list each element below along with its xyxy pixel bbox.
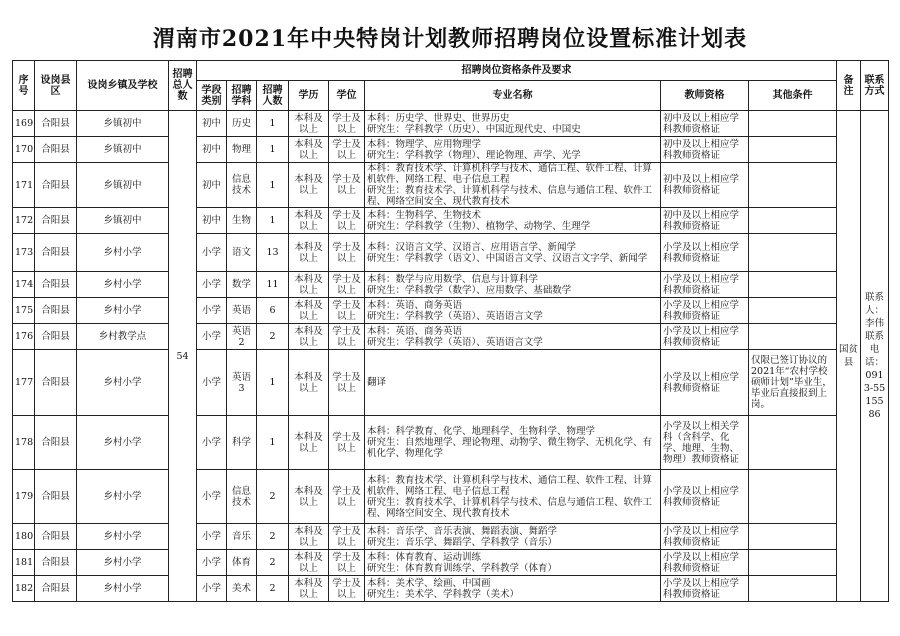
degree-cell: 学士及以上 [329,416,365,470]
count-cell: 11 [257,272,289,298]
cert-cell: 小学及以上相应学科教师资格证 [661,470,749,524]
header-contact: 联系方式 [861,61,889,111]
table-row [13,550,889,576]
town-cell: 乡村小学 [77,576,169,602]
edu-cell: 本科及以上 [289,234,329,272]
degree-cell: 学士及以上 [329,470,365,524]
other-cell [749,234,837,272]
other-cell [749,416,837,470]
cert-cell: 小学及以上相应学科教师资格证 [661,550,749,576]
degree-cell: 学士及以上 [329,524,365,550]
other-cell [749,272,837,298]
header-stage: 学段类别 [197,81,227,111]
header-subject: 招聘学科 [227,81,257,111]
other-cell [749,137,837,163]
major-cell: 本科：科学教育、化学、地理科学、生物科学、物理学 研究生：自然地理学、理论物理、动物学、微生物学、无机化学、有机化学、物理化学 [365,416,661,470]
degree-cell: 学士及以上 [329,298,365,324]
subject-cell: 语文 [227,234,257,272]
county-cell: 合阳县 [35,234,77,272]
town-cell: 乡镇初中 [77,163,169,208]
edu-cell: 本科及以上 [289,470,329,524]
edu-cell: 本科及以上 [289,550,329,576]
count-cell: 2 [257,324,289,350]
table-row [13,350,889,416]
stage-cell: 小学 [197,576,227,602]
degree-cell: 学士及以上 [329,234,365,272]
edu-cell: 本科及以上 [289,524,329,550]
subject-cell: 体育 [227,550,257,576]
county-cell: 合阳县 [35,111,77,137]
subject-cell: 科学 [227,416,257,470]
seq-cell: 170 [13,137,35,163]
county-cell: 合阳县 [35,298,77,324]
county-cell: 合阳县 [35,524,77,550]
cert-cell: 小学及以上相应学科教师资格证 [661,272,749,298]
major-cell: 本科：生物科学、生物技术 研究生：学科教学（生物）、植物学、动物学、生理学 [365,208,661,234]
major-cell: 本科：数学与应用数学、信息与计算科学 研究生：学科教学（数学）、应用数学、基础数学 [365,272,661,298]
county-cell: 合阳县 [35,550,77,576]
table-body [13,111,889,602]
header-count: 招聘人数 [257,81,289,111]
table-row [13,272,889,298]
seq-cell: 173 [13,234,35,272]
count-cell: 2 [257,524,289,550]
degree-cell: 学士及以上 [329,272,365,298]
count-cell: 2 [257,550,289,576]
seq-cell: 175 [13,298,35,324]
subject-cell: 信息技术 [227,470,257,524]
degree-cell: 学士及以上 [329,111,365,137]
major-cell: 本科：教育技术学、计算机科学与技术、通信工程、软件工程、计算机软件、网络工程、电子信息工程 研究生：教育技术学、计算机科学与技术、信息与通信工程、软件工程、网络空间安全、现代教育技术 [365,163,661,208]
county-cell: 合阳县 [35,272,77,298]
subject-cell: 生物 [227,208,257,234]
cert-cell: 小学及以上相关学科（含科学、化学、地理、生物、物理）教师资格证 [661,416,749,470]
county-cell: 合阳县 [35,350,77,416]
other-cell [749,298,837,324]
table-row [13,416,889,470]
count-cell: 6 [257,298,289,324]
stage-cell: 小学 [197,416,227,470]
town-cell: 乡村小学 [77,272,169,298]
degree-cell: 学士及以上 [329,550,365,576]
degree-cell: 学士及以上 [329,163,365,208]
cert-cell: 初中及以上相应学科教师资格证 [661,111,749,137]
stage-cell: 小学 [197,324,227,350]
count-cell: 2 [257,470,289,524]
seq-cell: 171 [13,163,35,208]
table-row [13,576,889,602]
table-row [13,298,889,324]
major-cell: 本科：历史学、世界史、世界历史 研究生：学科教学（历史）、中国近现代史、中国史 [365,111,661,137]
count-cell: 1 [257,208,289,234]
town-cell: 乡村小学 [77,350,169,416]
table-row [13,324,889,350]
subject-cell: 音乐 [227,524,257,550]
seq-cell: 177 [13,350,35,416]
degree-cell: 学士及以上 [329,350,365,416]
county-cell: 合阳县 [35,576,77,602]
contact-cell: 联系人：李伟 联系电话：0913-5515586 [861,111,889,602]
seq-cell: 182 [13,576,35,602]
seq-cell: 174 [13,272,35,298]
seq-cell: 181 [13,550,35,576]
degree-cell: 学士及以上 [329,137,365,163]
table-row [13,470,889,524]
edu-cell: 本科及以上 [289,111,329,137]
subject-cell: 英语 [227,298,257,324]
stage-cell: 小学 [197,524,227,550]
major-cell: 本科：美术学、绘画、中国画 研究生：美术学、学科教学（美术） [365,576,661,602]
cert-cell: 初中及以上相应学科教师资格证 [661,208,749,234]
town-cell: 乡镇初中 [77,137,169,163]
table-row [13,208,889,234]
table-row [13,163,889,208]
count-cell: 1 [257,137,289,163]
count-cell: 1 [257,111,289,137]
edu-cell: 本科及以上 [289,163,329,208]
seq-cell: 179 [13,470,35,524]
recruitment-table [12,60,889,602]
stage-cell: 小学 [197,350,227,416]
seq-cell: 172 [13,208,35,234]
header-cert: 教师资格 [661,81,749,111]
edu-cell: 本科及以上 [289,298,329,324]
county-cell: 合阳县 [35,470,77,524]
edu-cell: 本科及以上 [289,576,329,602]
cert-cell: 小学及以上相应学科教师资格证 [661,298,749,324]
edu-cell: 本科及以上 [289,208,329,234]
subject-cell: 信息技术 [227,163,257,208]
total-cell: 54 [169,111,197,602]
other-cell [749,576,837,602]
cert-cell: 小学及以上相应学科教师资格证 [661,324,749,350]
edu-cell: 本科及以上 [289,272,329,298]
count-cell: 2 [257,576,289,602]
major-cell: 本科：汉语言文学、汉语言、应用语言学、新闻学 研究生：学科教学（语文）、中国语言文学、汉语言文字学、新闻学 [365,234,661,272]
header-town: 设岗乡镇及学校 [77,61,169,111]
page-title: 渭南市2021年中央特岗计划教师招聘岗位设置标准计划表 [152,26,748,52]
count-cell: 1 [257,350,289,416]
major-cell: 本科：教育技术学、计算机科学与技术、通信工程、软件工程、计算机软件、网络工程、电子信息工程 研究生：教育技术学、计算机科学与技术、信息与通信工程、软件工程、网络空间安全、现代教育技术 [365,470,661,524]
other-cell [749,324,837,350]
subject-cell: 美术 [227,576,257,602]
header-other: 其他条件 [749,81,837,111]
degree-cell: 学士及以上 [329,208,365,234]
count-cell: 13 [257,234,289,272]
county-cell: 合阳县 [35,163,77,208]
header-degree: 学位 [329,81,365,111]
stage-cell: 初中 [197,208,227,234]
major-cell: 本科：体育教育、运动训练 研究生：体育教育训练学、学科教学（体育） [365,550,661,576]
subject-cell: 物理 [227,137,257,163]
stage-cell: 初中 [197,163,227,208]
table-row [13,524,889,550]
stage-cell: 小学 [197,298,227,324]
major-cell: 本科：英语、商务英语 研究生：学科教学（英语）、英语语言文学 [365,324,661,350]
edu-cell: 本科及以上 [289,416,329,470]
table-row [13,111,889,137]
town-cell: 乡镇初中 [77,111,169,137]
town-cell: 乡村小学 [77,298,169,324]
major-cell: 本科：英语、商务英语 研究生：学科教学（英语）、英语语言文学 [365,298,661,324]
subject-cell: 历史 [227,111,257,137]
seq-cell: 176 [13,324,35,350]
stage-cell: 初中 [197,137,227,163]
county-cell: 合阳县 [35,208,77,234]
town-cell: 乡村小学 [77,550,169,576]
major-cell: 本科：音乐学、音乐表演、舞蹈表演、舞蹈学 研究生：音乐学、舞蹈学、学科教学（音乐） [365,524,661,550]
county-cell: 合阳县 [35,416,77,470]
header-requirements: 招聘岗位资格条件及要求 [197,61,837,81]
cert-cell: 初中及以上相应学科教师资格证 [661,163,749,208]
other-cell: 仅限已签订协议的2021年“农村学校硕师计划”毕业生，毕业后直接报到上岗。 [749,350,837,416]
seq-cell: 180 [13,524,35,550]
edu-cell: 本科及以上 [289,324,329,350]
stage-cell: 小学 [197,234,227,272]
seq-cell: 178 [13,416,35,470]
county-cell: 合阳县 [35,137,77,163]
cert-cell: 小学及以上相应学科教师资格证 [661,524,749,550]
subject-cell: 英语2 [227,324,257,350]
header-seq: 序号 [13,61,35,111]
stage-cell: 小学 [197,550,227,576]
town-cell: 乡镇初中 [77,208,169,234]
cert-cell: 初中及以上相应学科教师资格证 [661,137,749,163]
stage-cell: 小学 [197,272,227,298]
cert-cell: 小学及以上相应学科教师资格证 [661,350,749,416]
other-cell [749,470,837,524]
other-cell [749,524,837,550]
header-county: 设岗县区 [35,61,77,111]
count-cell: 1 [257,416,289,470]
header-note: 备注 [837,61,861,111]
edu-cell: 本科及以上 [289,137,329,163]
other-cell [749,111,837,137]
header-total: 招聘总人数 [169,61,197,111]
cert-cell: 小学及以上相应学科教师资格证 [661,576,749,602]
edu-cell: 本科及以上 [289,350,329,416]
town-cell: 乡村教学点 [77,324,169,350]
town-cell: 乡村小学 [77,416,169,470]
town-cell: 乡村小学 [77,234,169,272]
note-cell: 国贫县 [837,111,861,602]
count-cell: 1 [257,163,289,208]
header-edu: 学历 [289,81,329,111]
major-cell: 翻译 [365,350,661,416]
other-cell [749,550,837,576]
seq-cell: 169 [13,111,35,137]
table-row [13,137,889,163]
degree-cell: 学士及以上 [329,576,365,602]
other-cell [749,163,837,208]
table-row [13,234,889,272]
header-major: 专业名称 [365,81,661,111]
stage-cell: 小学 [197,470,227,524]
cert-cell: 小学及以上相应学科教师资格证 [661,234,749,272]
subject-cell: 数学 [227,272,257,298]
subject-cell: 英语3 [227,350,257,416]
town-cell: 乡村小学 [77,470,169,524]
town-cell: 乡村小学 [77,524,169,550]
major-cell: 本科：物理学、应用物理学 研究生：学科教学（物理）、理论物理、声学、光学 [365,137,661,163]
other-cell [749,208,837,234]
stage-cell: 初中 [197,111,227,137]
county-cell: 合阳县 [35,324,77,350]
degree-cell: 学士及以上 [329,324,365,350]
